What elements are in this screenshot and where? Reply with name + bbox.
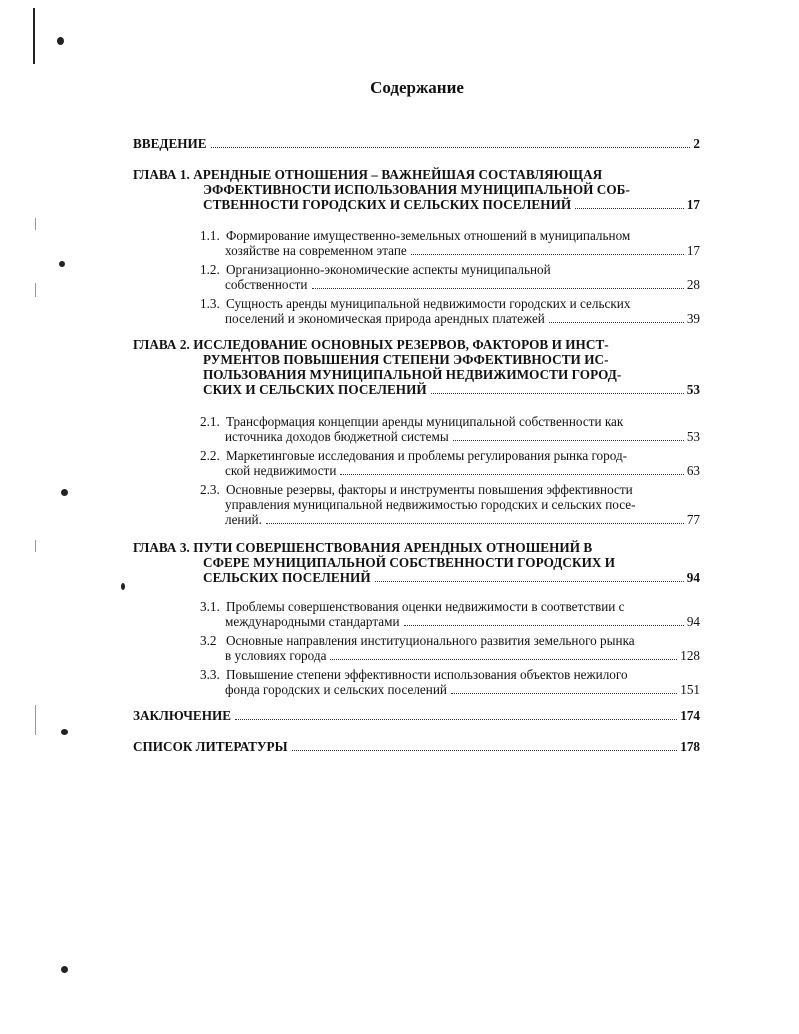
- section-title-line: лений.: [225, 512, 262, 527]
- dot-leader: [340, 474, 683, 475]
- section-title-line: ской недвижимости: [225, 463, 337, 478]
- dot-leader: [211, 147, 691, 148]
- section-title-line: Формирование имущественно-земельных отношений в муниципальном: [226, 228, 631, 243]
- scan-margin-line: [33, 8, 35, 64]
- dot-leader: [453, 440, 684, 441]
- toc-entry-chapter-1[interactable]: [133, 167, 700, 212]
- dot-leader: [404, 625, 684, 626]
- page-title: Содержание: [370, 78, 464, 97]
- dot-leader: [431, 393, 684, 394]
- section-title-line: международными стандартами: [225, 614, 400, 629]
- page-number: 174: [680, 708, 700, 723]
- section-number: 1.2.: [200, 262, 220, 277]
- section-title-line: Маркетинговые исследования и проблемы регулирования рынка город-: [226, 448, 628, 463]
- margin-dot: [61, 729, 68, 735]
- page-number: 94: [686, 570, 700, 585]
- dot-leader: [312, 288, 684, 289]
- section-title-line: Основные направления институционального развития земельного рынка: [226, 633, 635, 648]
- page-number: 17: [686, 197, 700, 212]
- entry-label: ВВЕДЕНИЕ: [133, 136, 207, 151]
- entry-label: ЗАКЛЮЧЕНИЕ: [133, 708, 232, 723]
- toc-entry-section-3-2[interactable]: [200, 633, 700, 663]
- dot-leader: [451, 693, 677, 694]
- section-title-line: Сущность аренды муниципальной недвижимости городских и сельских: [226, 296, 631, 311]
- dot-leader: [235, 719, 677, 720]
- margin-dot: [61, 489, 68, 496]
- toc-entry-bibliography[interactable]: [133, 739, 700, 754]
- section-number: 3.2: [200, 633, 217, 648]
- scan-edge-mark: [35, 540, 36, 552]
- section-title-line: Проблемы совершенствования оценки недвижимости в соответствии с: [226, 599, 625, 614]
- section-title-line: фонда городских и сельских поселений: [225, 682, 447, 697]
- section-number: 2.2.: [200, 448, 220, 463]
- chapter-prefix: ГЛАВА 1.: [133, 167, 190, 182]
- section-title-line: хозяйстве на современном этапе: [225, 243, 407, 258]
- page-number: 63: [686, 463, 700, 478]
- chapter-title-line: АРЕНДНЫЕ ОТНОШЕНИЯ – ВАЖНЕЙШАЯ СОСТАВЛЯЮЩАЯ: [193, 167, 603, 182]
- section-title-line: поселений и экономическая природа арендных платежей: [225, 311, 545, 326]
- entry-label: СПИСОК ЛИТЕРАТУРЫ: [133, 739, 288, 754]
- dot-leader: [330, 659, 677, 660]
- page-number: 2: [693, 136, 700, 151]
- chapter-title-line: СЕЛЬСКИХ ПОСЕЛЕНИЙ: [203, 570, 371, 585]
- chapter-prefix: ГЛАВА 2.: [133, 337, 190, 352]
- toc-entry-conclusion[interactable]: [133, 708, 700, 723]
- margin-dot: [121, 583, 125, 590]
- scan-edge-mark: [35, 705, 36, 735]
- dot-leader: [549, 322, 684, 323]
- page-number: 53: [686, 429, 700, 444]
- section-title-line: Основные резервы, факторы и инструменты повышения эффективности: [226, 482, 633, 497]
- section-number: 3.1.: [200, 599, 220, 614]
- toc-entry-section-2-3[interactable]: [200, 482, 700, 527]
- toc-entry-section-3-3[interactable]: [200, 667, 700, 697]
- chapter-title-line: ПОЛЬЗОВАНИЯ МУНИЦИПАЛЬНОЙ НЕДВИЖИМОСТИ ГОРОД-: [203, 367, 622, 382]
- toc-entry-chapter-3[interactable]: [133, 540, 700, 585]
- page-number: 128: [680, 648, 700, 663]
- margin-dot: [61, 966, 68, 973]
- toc-entry-section-1-2[interactable]: [200, 262, 700, 292]
- chapter-title-line: ПУТИ СОВЕРШЕНСТВОВАНИЯ АРЕНДНЫХ ОТНОШЕНИЙ В: [193, 540, 593, 555]
- page-number: 178: [680, 739, 700, 754]
- page-number: 39: [686, 311, 700, 326]
- section-title-line: управления муниципальной недвижимостью городских и сельских посе-: [225, 497, 636, 512]
- toc-entry-section-1-1[interactable]: [200, 228, 700, 258]
- dot-leader: [411, 254, 684, 255]
- toc-entry-introduction[interactable]: [133, 136, 700, 151]
- section-title-line: Трансформация концепции аренды муниципальной собственности как: [226, 414, 624, 429]
- margin-dot: [59, 261, 65, 267]
- dot-leader: [292, 750, 678, 751]
- section-number: 3.3.: [200, 667, 220, 682]
- section-title-line: Организационно-экономические аспекты муниципальной: [226, 262, 551, 277]
- section-title-line: собственности: [225, 277, 308, 292]
- section-title-line: Повышение степени эффективности использования объектов нежилого: [226, 667, 628, 682]
- chapter-title-line: РУМЕНТОВ ПОВЫШЕНИЯ СТЕПЕНИ ЭФФЕКТИВНОСТИ ИС-: [203, 352, 609, 367]
- scan-edge-mark: [35, 218, 36, 230]
- scan-edge-mark: [35, 283, 36, 297]
- section-number: 2.1.: [200, 414, 220, 429]
- chapter-prefix: ГЛАВА 3.: [133, 540, 190, 555]
- page-number: 94: [686, 614, 700, 629]
- chapter-title-line: ИССЛЕДОВАНИЕ ОСНОВНЫХ РЕЗЕРВОВ, ФАКТОРОВ И ИНСТ-: [193, 337, 609, 352]
- chapter-title-line: ЭФФЕКТИВНОСТИ ИСПОЛЬЗОВАНИЯ МУНИЦИПАЛЬНОЙ СОБ-: [203, 182, 630, 197]
- page-number: 28: [686, 277, 700, 292]
- toc-entry-section-2-1[interactable]: [200, 414, 700, 444]
- section-number: 1.3.: [200, 296, 220, 311]
- dot-leader: [575, 208, 684, 209]
- page-number: 77: [686, 512, 700, 527]
- dot-leader: [266, 523, 684, 524]
- toc-entry-chapter-2[interactable]: [133, 337, 700, 397]
- chapter-title-line: СКИХ И СЕЛЬСКИХ ПОСЕЛЕНИЙ: [203, 382, 427, 397]
- page-number: 151: [680, 682, 700, 697]
- section-number: 1.1.: [200, 228, 220, 243]
- toc-entry-section-3-1[interactable]: [200, 599, 700, 629]
- chapter-title-line: СТВЕННОСТИ ГОРОДСКИХ И СЕЛЬСКИХ ПОСЕЛЕНИЙ: [203, 197, 572, 212]
- page-number: 17: [686, 243, 700, 258]
- margin-dot: [57, 37, 64, 45]
- page-number: 53: [686, 382, 700, 397]
- section-number: 2.3.: [200, 482, 220, 497]
- toc-entry-section-1-3[interactable]: [200, 296, 700, 326]
- section-title-line: источника доходов бюджетной системы: [225, 429, 449, 444]
- chapter-title-line: СФЕРЕ МУНИЦИПАЛЬНОЙ СОБСТВЕННОСТИ ГОРОДСКИХ И: [203, 555, 616, 570]
- toc-entry-section-2-2[interactable]: [200, 448, 700, 478]
- dot-leader: [375, 581, 684, 582]
- section-title-line: в условиях города: [225, 648, 327, 663]
